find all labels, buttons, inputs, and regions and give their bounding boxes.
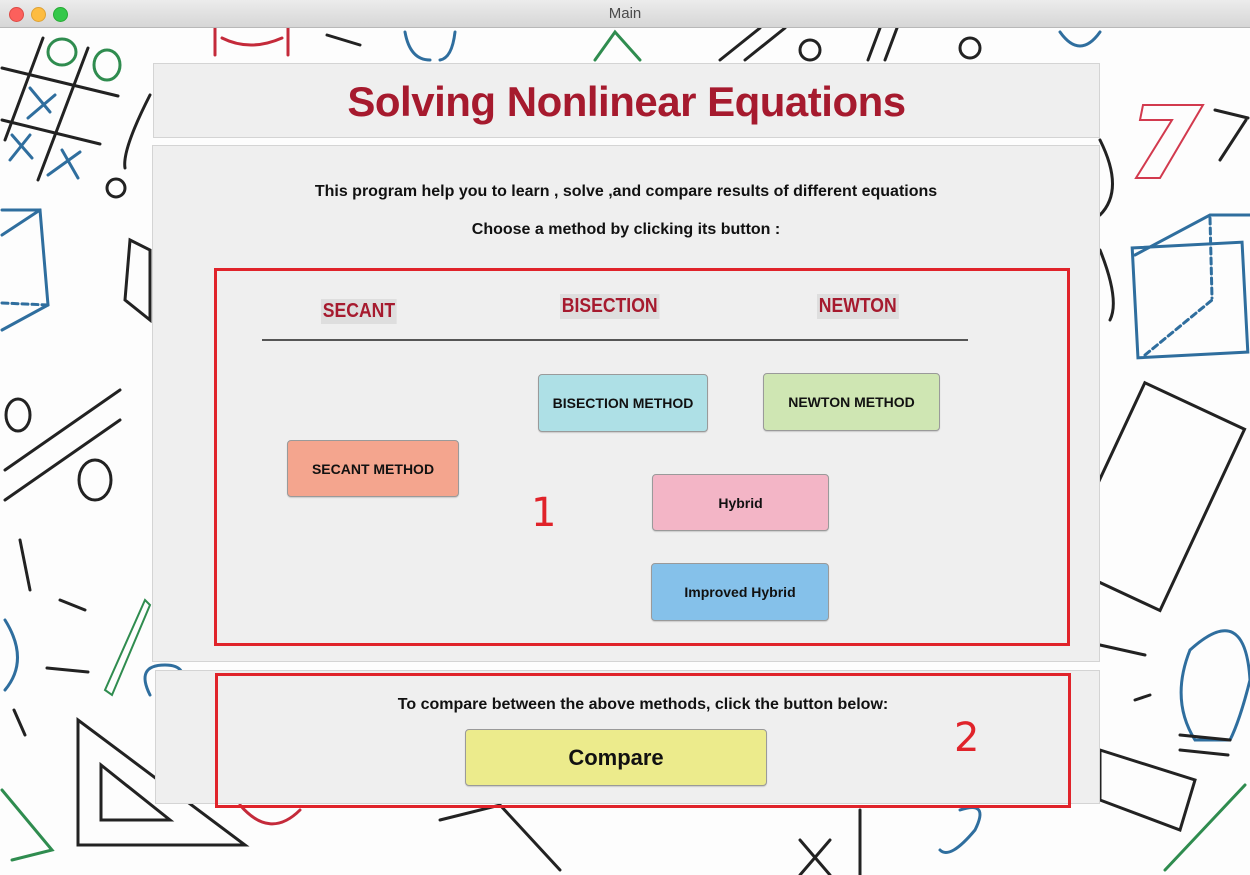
compare-prompt: To compare between the above methods, click the button below:	[397, 696, 889, 713]
annotation-marker-2: 2	[954, 715, 980, 761]
bisection-method-button[interactable]: BISECTION METHOD	[538, 374, 708, 432]
secant-method-button[interactable]: SECANT METHOD	[287, 440, 459, 497]
window-titlebar	[0, 0, 1250, 28]
hybrid-method-button[interactable]: Hybrid	[652, 474, 829, 531]
header-newton: NEWTON	[818, 295, 897, 317]
newton-method-button[interactable]: NEWTON METHOD	[763, 373, 940, 431]
window-title: Main	[608, 5, 642, 22]
compare-button[interactable]: Compare	[465, 729, 767, 786]
improved-hybrid-method-button[interactable]: Improved Hybrid	[651, 563, 829, 621]
header-bisection: BISECTION	[561, 295, 658, 317]
app-title: Solving Nonlinear Equations	[347, 78, 906, 125]
header-secant: SECANT	[322, 300, 396, 322]
annotation-marker-1: 1	[531, 490, 557, 536]
header-divider	[262, 339, 968, 341]
title-panel	[153, 63, 1100, 138]
intro-text: This program help you to learn , solve ,and compare results of different equations	[314, 183, 938, 200]
instruction-text: Choose a method by clicking its button :	[471, 221, 781, 238]
